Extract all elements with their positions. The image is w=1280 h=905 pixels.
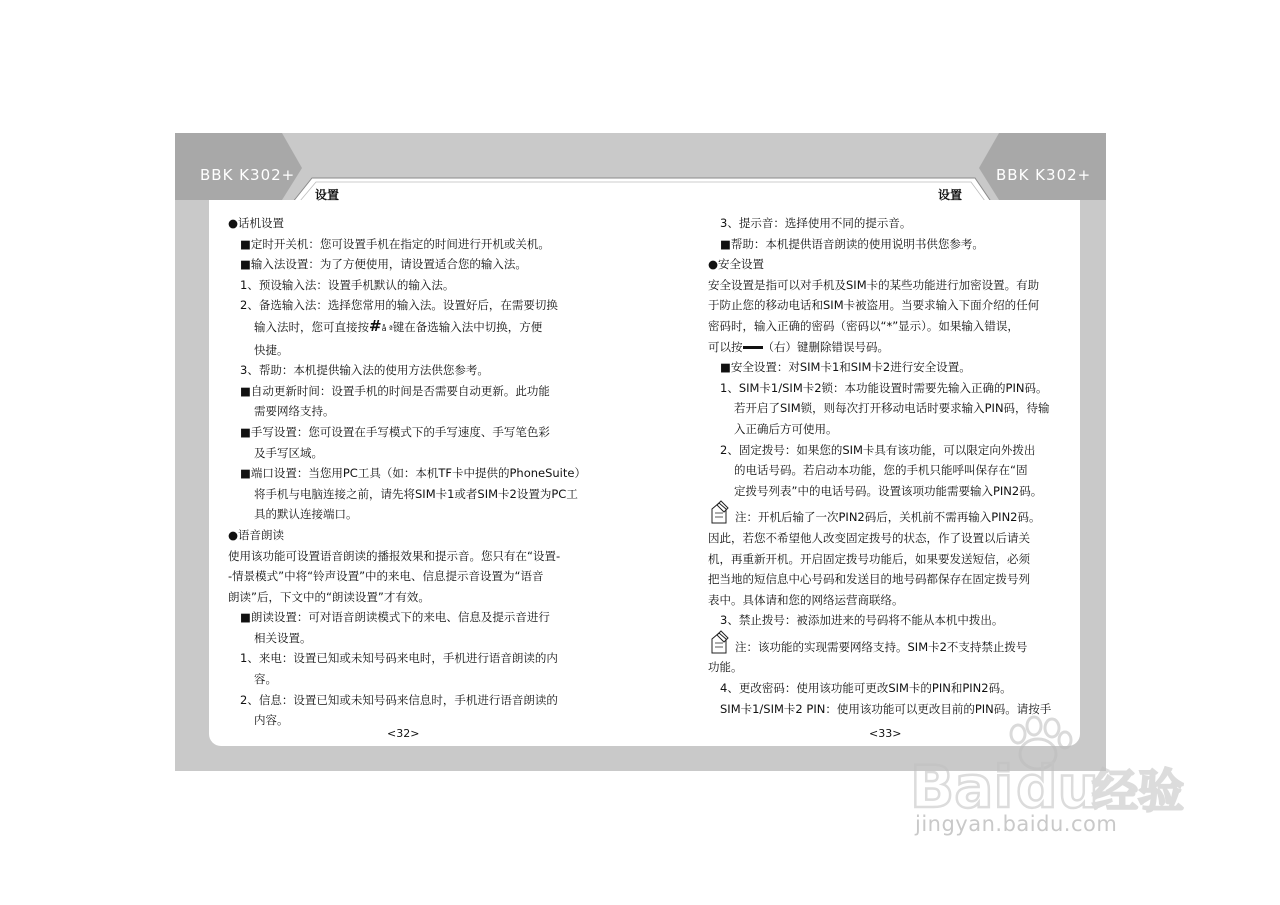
text-line: 3、提示音：选择使用不同的提示音。 bbox=[720, 216, 912, 230]
text-line: 因此，若您不希望他人改变固定拨号的状态，作了设置以后请关 bbox=[708, 530, 1030, 545]
note-line bbox=[708, 507, 1060, 528]
text-line: ■端口设置：当您用PC工具（如：本机TF卡中提供的PhoneSuite） bbox=[240, 466, 586, 481]
hash-key-sub: å ª bbox=[381, 323, 393, 333]
left-page-text bbox=[228, 213, 586, 731]
text-line: ■手写设置：您可设置在手写模式下的手写速度、手写笔色彩 bbox=[240, 424, 550, 439]
text-line: 把当地的短信息中心号码和发送目的地号码都保存在固定拨号列 bbox=[708, 572, 1030, 587]
text-line: 于防止您的移动电话和SIM卡被盗用。当要求输入下面介绍的任何 bbox=[708, 298, 1040, 313]
text-fragment: （右）键删除错误号码。 bbox=[762, 339, 889, 354]
right-page-text bbox=[708, 213, 1060, 719]
watermark-logo-text: du bbox=[1016, 753, 1099, 821]
text-line: 需要网络支持。 bbox=[254, 404, 335, 419]
text-line: ■帮助：本机提供语音朗读的使用说明书供您参考。 bbox=[720, 236, 984, 251]
note-text: 注：该功能的实现需要网络支持。SIM卡2不支持禁止拨号 bbox=[735, 639, 1028, 654]
text-line: 将手机与电脑连接之前，请先将SIM卡1或者SIM卡2设置为PC工 bbox=[254, 486, 578, 501]
text-line: 4、更改密码：使用该功能可更改SIM卡的PIN和PIN2码。 bbox=[720, 681, 1012, 696]
text-line: ■自动更新时间：设置手机的时间是否需要自动更新。此功能 bbox=[240, 383, 550, 398]
text-line: 相关设置。 bbox=[254, 630, 312, 645]
text-line: 密码时，输入正确的密码（密码以“*”显示）。如果输入错误， bbox=[708, 318, 1019, 333]
text-line: 2、信息：设置已知或未知号码来信息时，手机进行语音朗读的 bbox=[240, 692, 558, 707]
text-line: 功能。 bbox=[708, 660, 743, 675]
text-fragment: 可以按 bbox=[708, 339, 743, 354]
right-softkey-icon bbox=[743, 346, 763, 349]
page-number-right: <33> bbox=[869, 727, 902, 740]
text-line: 若开启了SIM锁，则每次打开移动电话时要求输入PIN码，待输 bbox=[734, 401, 1050, 416]
text-line: 1、预设输入法：设置手机默认的输入法。 bbox=[240, 277, 455, 292]
text-line: ■安全设置：对SIM卡1和SIM卡2进行安全设置。 bbox=[720, 360, 971, 375]
note-text: 注：开机后输了一次PIN2码后，关机前不需再输入PIN2码。 bbox=[735, 510, 1041, 525]
text-line: 的电话号码。若启动本功能，您的手机只能呼叫保存在“固 bbox=[734, 463, 1028, 478]
text-line: 表中。具体请和您的网络运营商联络。 bbox=[708, 592, 904, 607]
hash-key-icon: # bbox=[369, 316, 382, 335]
text-line-with-key bbox=[708, 337, 1060, 358]
text-line: 机，再重新开机。开启固定拨号功能后，如果要发送短信，必须 bbox=[708, 551, 1030, 566]
text-line: 入正确后方可使用。 bbox=[734, 421, 838, 436]
section-title-right: 设置 bbox=[938, 188, 963, 202]
page-number-left: <32> bbox=[387, 727, 420, 740]
text-line: 1、SIM卡1/SIM卡2锁：本功能设置时需要先输入正确的PIN码。 bbox=[720, 380, 1048, 395]
text-line: 朗读”后，下文中的“朗读设置”才有效。 bbox=[228, 589, 430, 604]
watermark-url: jingyan.baidu.com bbox=[915, 812, 1118, 836]
text-line: ■输入法设置：为了方便使用，请设置适合您的输入法。 bbox=[240, 257, 527, 272]
text-line: -情景模式”中将“铃声设置”中的来电、信息提示音设置为“语音 bbox=[228, 569, 544, 584]
text-line: ■定时开关机：您可设置手机在指定的时间进行开机或关机。 bbox=[240, 236, 550, 251]
text-line: 1、来电：设置已知或未知号码来电时，手机进行语音朗读的内 bbox=[240, 651, 558, 666]
text-line: 定拨号列表”中的电话号码。设置该项功能需要输入PIN2码。 bbox=[734, 483, 1043, 498]
note-pencil-icon bbox=[708, 499, 730, 525]
text-line: 及手写区域。 bbox=[254, 445, 323, 460]
heading-voice-reading: ●语音朗读 bbox=[228, 527, 285, 542]
text-line: 使用该功能可设置语音朗读的播报效果和提示音。您只有在“设置- bbox=[228, 548, 561, 563]
text-fragment: 输入法时，您可直接按 bbox=[254, 319, 369, 334]
text-line: 3、帮助：本机提供输入法的使用方法供您参考。 bbox=[240, 363, 489, 378]
text-fragment: 键在备选输入法中切换，方便 bbox=[392, 319, 543, 334]
section-title-left: 设置 bbox=[315, 188, 340, 202]
note-pencil-icon bbox=[708, 629, 730, 655]
text-line: ■朗读设置：可对语音朗读模式下的来电、信息及提示音进行 bbox=[240, 610, 550, 625]
text-line: 3、禁止拨号：被添加进来的号码将不能从本机中拨出。 bbox=[720, 613, 1004, 628]
brand-label-right: BBK K302+ bbox=[996, 166, 1092, 184]
brand-label-left: BBK K302+ bbox=[200, 166, 296, 184]
text-line: 2、备选输入法：选择您常用的输入法。设置好后，在需要切换 bbox=[240, 298, 558, 313]
watermark-logo-cn: 经验 bbox=[1092, 764, 1184, 818]
text-line: SIM卡1/SIM卡2 PIN：使用该功能可以更改目前的PIN码。请按手 bbox=[720, 701, 1052, 716]
text-line: 具的默认连接端口。 bbox=[254, 507, 358, 522]
text-line: 2、固定拨号：如果您的SIM卡具有该功能，可以限定向外拨出 bbox=[720, 442, 1036, 457]
text-line-with-key bbox=[228, 316, 583, 340]
heading-phone-settings: ●话机设置 bbox=[228, 216, 285, 230]
text-line: 安全设置是指可以对手机及SIM卡的某些功能进行加密设置。有助 bbox=[708, 277, 1040, 292]
text-line: 快捷。 bbox=[254, 342, 289, 357]
note-line bbox=[708, 637, 1060, 658]
text-line: 内容。 bbox=[254, 713, 289, 728]
heading-security-settings: ●安全设置 bbox=[708, 257, 765, 272]
watermark-logo-text: Bai bbox=[910, 753, 1014, 821]
text-line: 容。 bbox=[254, 672, 277, 687]
